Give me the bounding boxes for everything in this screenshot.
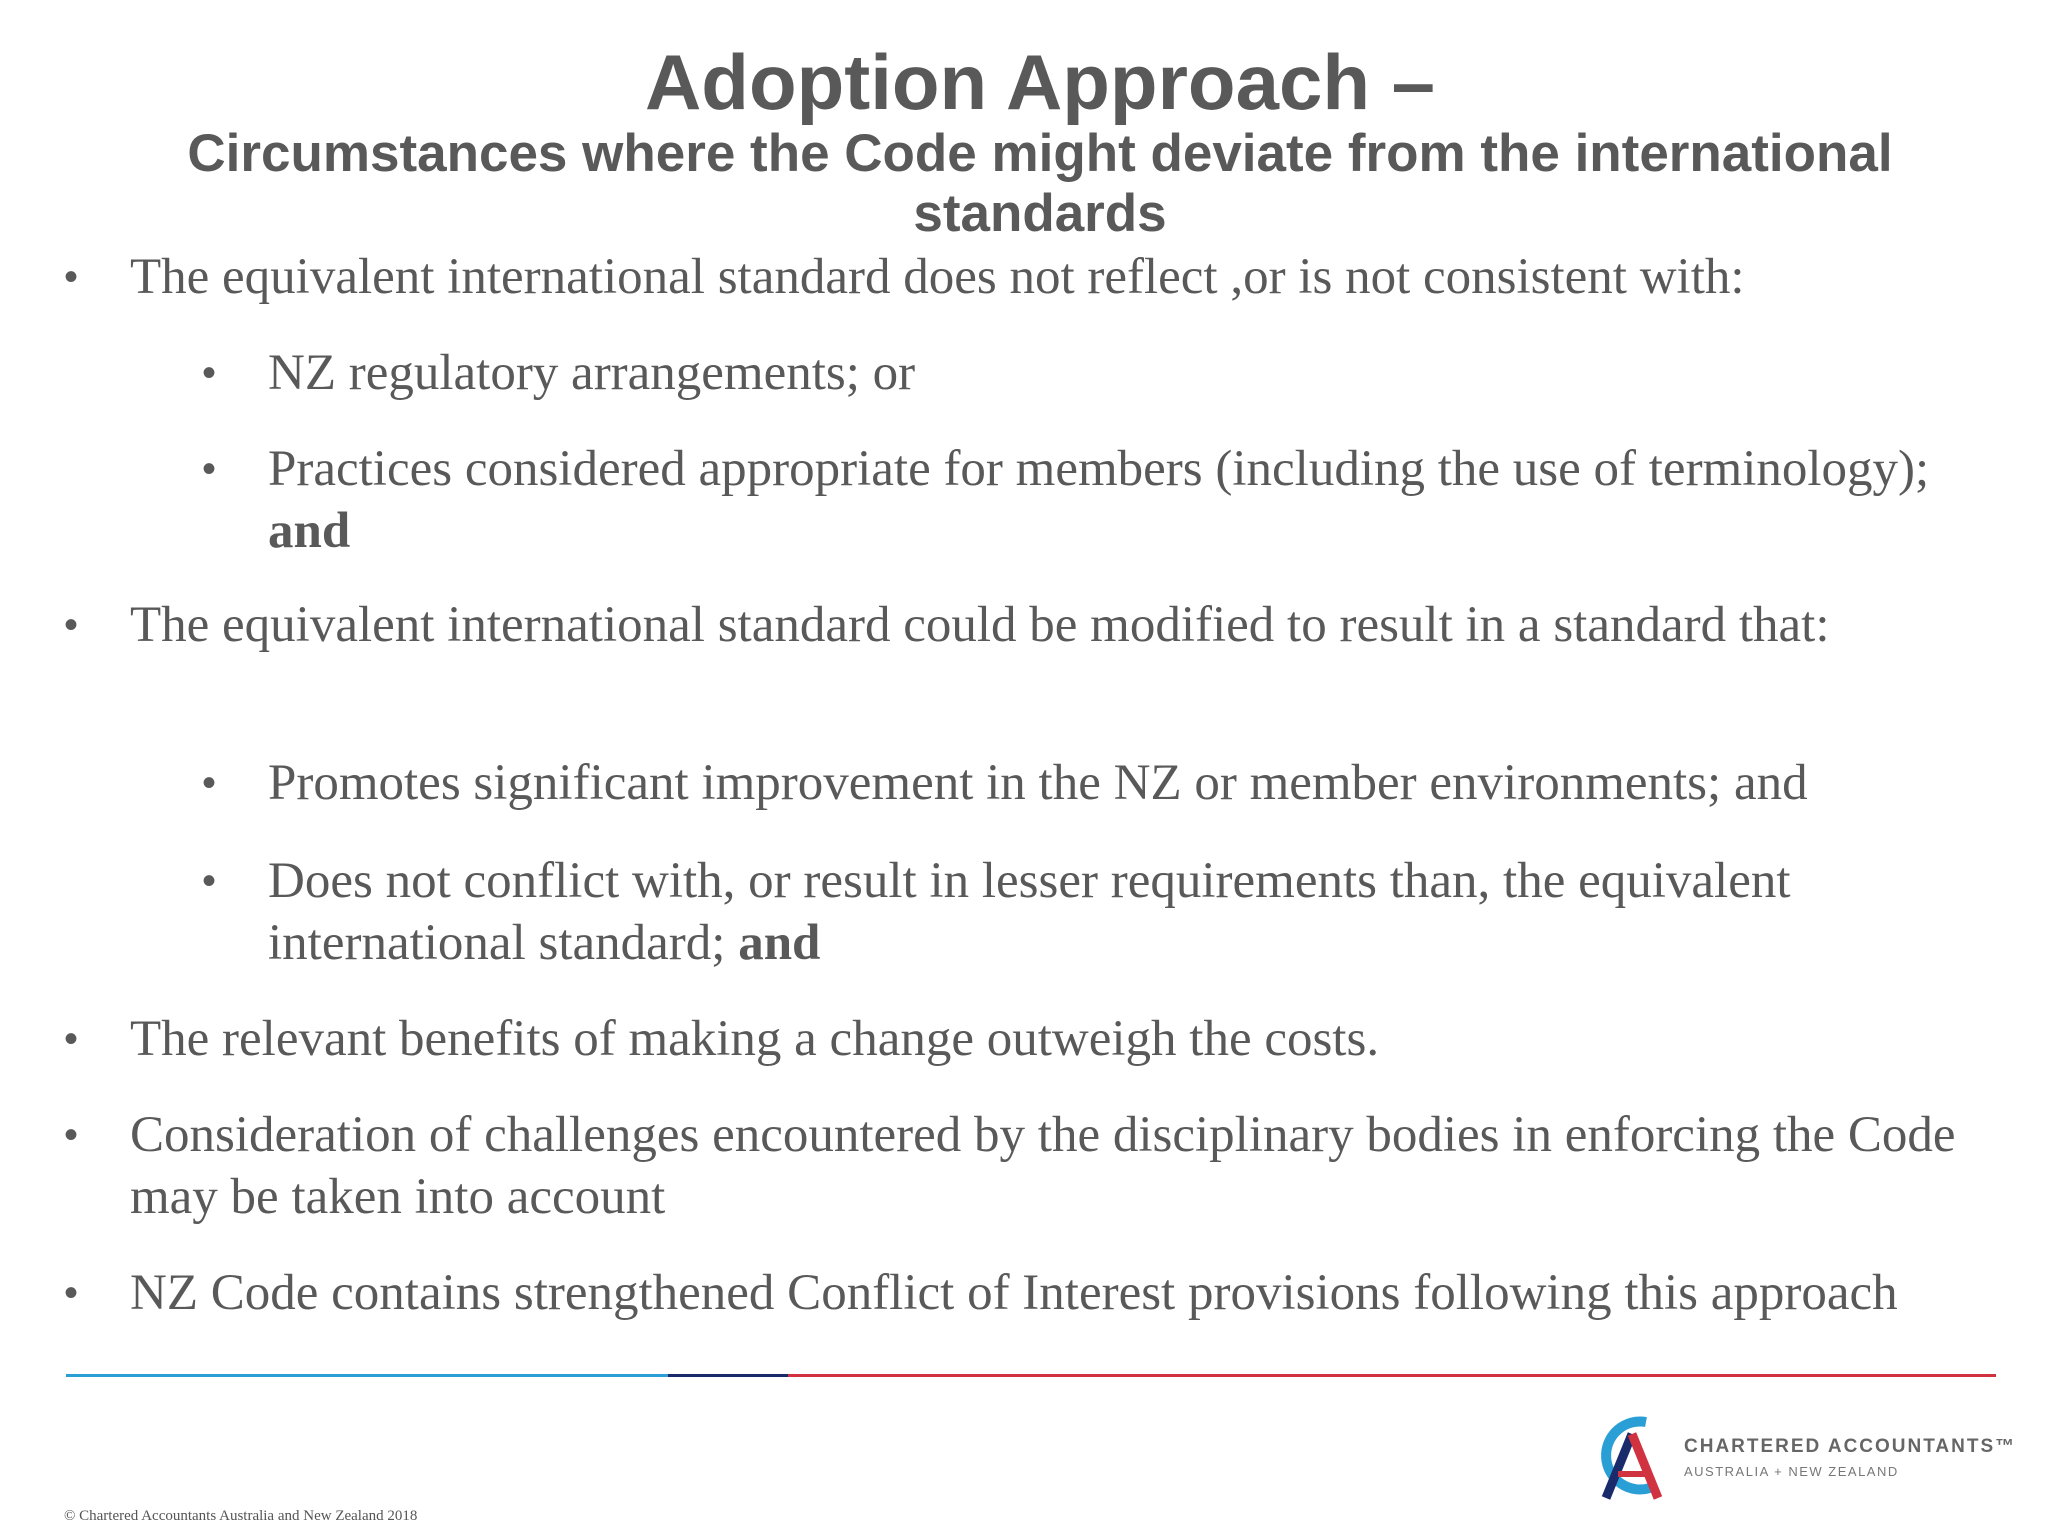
- slide-title: Adoption Approach –: [644, 38, 1436, 126]
- bullet-text: The relevant benefits of making a change outweigh the costs.: [130, 1011, 1380, 1067]
- sub-bullet-item: [202, 438, 2018, 562]
- footer-rule-red: [788, 1374, 1996, 1377]
- bullet-item: [64, 246, 2010, 308]
- copyright-text: © Chartered Accountants Australia and New Zealand 2018: [64, 1508, 418, 1524]
- bullet-text: The equivalent international standard does not reflect ,or is not consistent with:: [130, 249, 1745, 305]
- sub-bullet-text: Promotes significant improvement in the NZ or member environments; and: [268, 755, 1808, 811]
- footer-rule-navy: [668, 1374, 788, 1377]
- bullet-icon: •: [202, 761, 217, 805]
- logo-name: CHARTERED ACCOUNTANTS™: [1684, 1436, 2017, 1457]
- sub-bullet-item: [202, 342, 2018, 404]
- sub-bullet-bold: and: [268, 503, 351, 559]
- bullet-icon: •: [202, 351, 217, 395]
- sub-bullet-item: [202, 752, 2018, 814]
- sub-bullet-text: Practices considered appropriate for members (including the use of terminology);: [268, 441, 1930, 497]
- slide-subtitle: Circumstances where the Code might deviate from the international standards: [187, 124, 1893, 243]
- bullet-icon: •: [64, 603, 79, 647]
- bullet-item: [64, 594, 2010, 656]
- sub-bullet-text: NZ regulatory arrangements; or: [268, 345, 916, 401]
- bullet-item: [64, 1104, 2010, 1228]
- bullet-text: The equivalent international standard could be modified to result in a standard that:: [130, 597, 1830, 653]
- sub-bullet-item: [202, 850, 2018, 974]
- bullet-icon: •: [202, 859, 217, 903]
- bullet-icon: •: [64, 1113, 79, 1157]
- bullet-text: NZ Code contains strengthened Conflict of Interest provisions following this approach: [130, 1265, 1898, 1321]
- footer-rule-blue: [66, 1374, 668, 1377]
- bullet-icon: •: [202, 447, 217, 491]
- sub-bullet-bold: and: [738, 915, 821, 971]
- bullet-text: Consideration of challenges encountered by the disciplinary bodies in enforcing the Code may be taken into account: [130, 1107, 1956, 1225]
- logo-subtitle: AUSTRALIA + NEW ZEALAND: [1684, 1464, 1899, 1479]
- bullet-icon: •: [64, 255, 79, 299]
- bullet-item: [64, 1008, 2010, 1070]
- sub-bullet-text: Does not conflict with, or result in lesser requirements than, the equivalent international standard;: [268, 853, 1791, 971]
- bullet-icon: •: [64, 1271, 79, 1315]
- ca-logo: [1588, 1412, 2017, 1502]
- bullet-item: [64, 1262, 2010, 1324]
- bullet-icon: •: [64, 1017, 79, 1061]
- ca-logo-icon: [1588, 1412, 1672, 1502]
